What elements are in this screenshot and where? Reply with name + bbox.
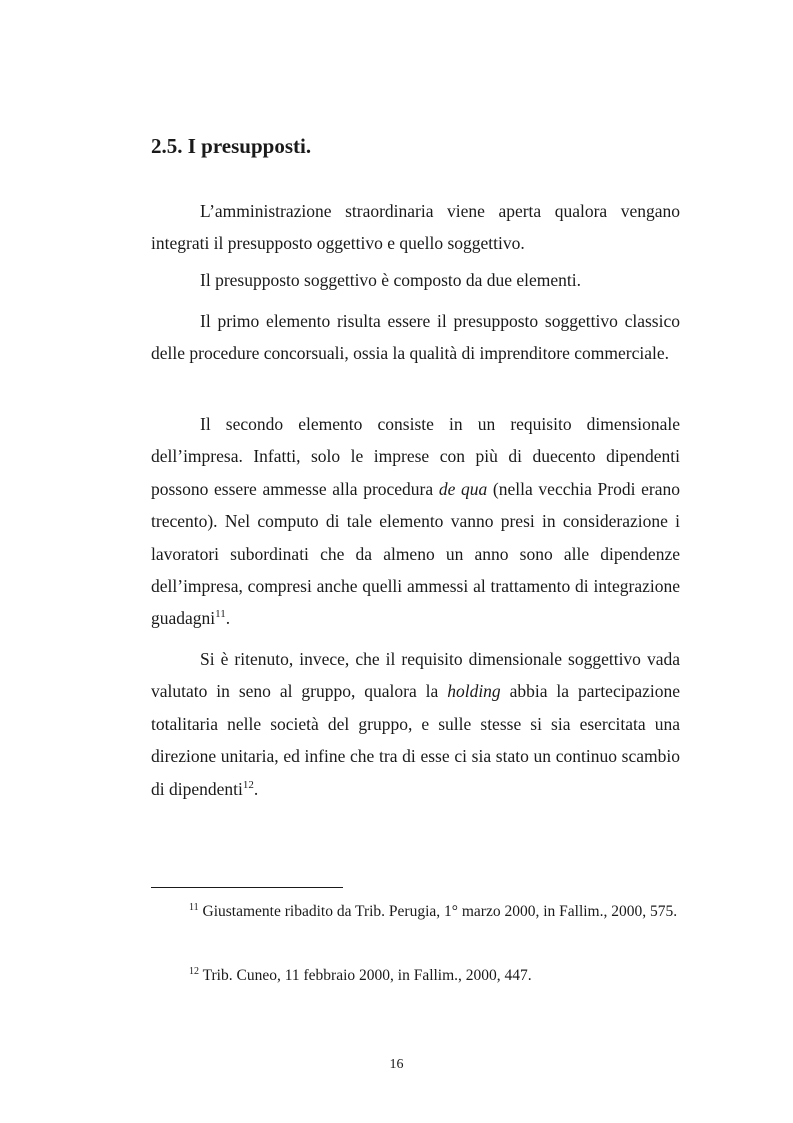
section-heading: 2.5. I presupposti. (151, 134, 312, 158)
footnote-12 (151, 961, 680, 990)
paragraph-5-period: . (253, 778, 259, 799)
footnote-11-text: Giustamente ribadito da Trib. Perugia, 1° marzo 2000, in Fallim., 2000, 575. (198, 903, 678, 920)
footnote-12-text: Trib. Cuneo, 11 febbraio 2000, in Fallim., 2000, 447. (199, 967, 532, 984)
paragraph-4 (151, 408, 680, 635)
footnote-ref-11: 11 (215, 608, 226, 621)
paragraph-2: Il presupposto soggettivo è composto da due elementi. (200, 270, 582, 290)
paragraph-4-period: . (225, 608, 231, 629)
footnote-11 (151, 897, 680, 926)
footnote-ref-12: 12 (242, 778, 254, 791)
footnote-11-mark: 11 (189, 901, 199, 913)
footnote-separator (151, 887, 343, 888)
page-number: 16 (389, 1057, 404, 1072)
paragraph-4-text-start: Il secondo elemento consiste in un requisito dimensionale dell’impresa. Infatti, solo le imprese con più di duecento dipendenti possono essere ammesse alla procedura (151, 414, 680, 499)
paragraph-4-text-end: (nella vecchia Prodi erano trecento). Nel computo di tale elemento vanno presi in considerazione i lavoratori subordinati che da almeno un anno sono alle dipendenze dell’impresa, compresi anche quelli ammessi al trattamento di integrazione guadagni (151, 478, 680, 629)
paragraph-5 (151, 643, 680, 805)
paragraph-5-text-start: Si è ritenuto, invece, che il requisito dimensionale soggettivo vada valutato in seno al gruppo, qualora la (151, 649, 680, 702)
footnote-12-mark: 12 (189, 965, 199, 977)
paragraph-1: L’amministrazione straordinaria viene aperta qualora vengano integrati il presupposto oggettivo e quello soggettivo. (151, 201, 680, 254)
paragraph-4-italic: de qua (438, 478, 488, 499)
paragraph-3: Il primo elemento risulta essere il presupposto soggettivo classico delle procedure concorsuali, ossia la qualità di imprenditore commerciale. (151, 311, 680, 364)
paragraph-5-text-end: abbia la partecipazione totalitaria nelle società del gruppo, e sulle stesse si sia esercitata una direzione unitaria, ed infine che tra di esse ci sia stato un continuo scambio di dipendenti (151, 681, 680, 799)
paragraph-5-italic: holding (447, 681, 501, 702)
